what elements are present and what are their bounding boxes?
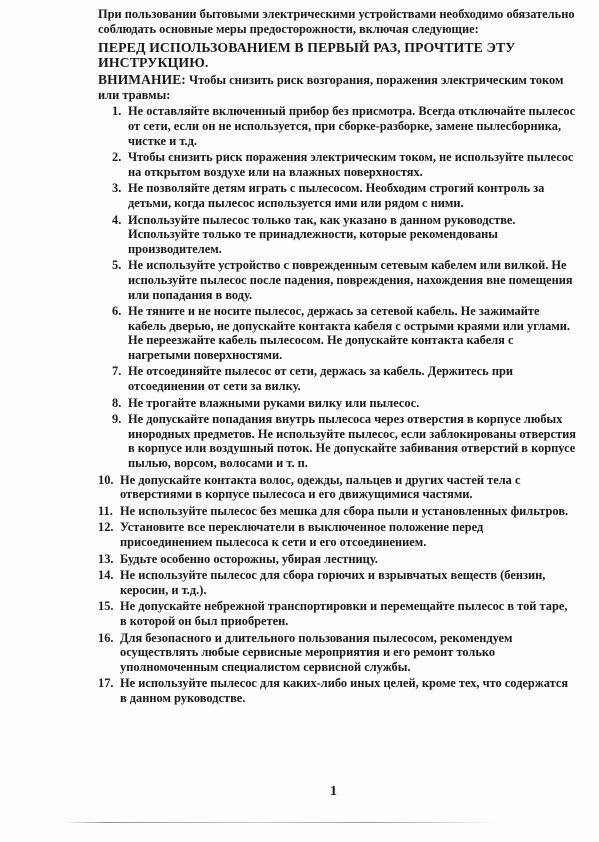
item-text: Не используйте пылесос для каких-либо иных целей, кроме тех, что содержатся в данном руководстве.: [120, 676, 569, 705]
list-item: [98, 631, 576, 675]
item-number: 3.: [112, 181, 122, 196]
intro-paragraph: При пользовании бытовыми электрическими устройствами необходимо обязательно соблюдать основные меры предосторожности, включая следующие:: [98, 7, 575, 36]
item-text: Будьте особенно осторожны, убирая лестницу.: [120, 551, 378, 566]
item-number: 1.: [112, 104, 122, 119]
item-text: Установите все переключатели в выключенное положение перед присоединением пылесоса к сети и его отсоединением.: [120, 520, 484, 549]
item-text: Не трогайте влажными руками вилку или пылесос.: [128, 395, 420, 410]
item-number: 12.: [98, 520, 114, 535]
item-number: 8.: [112, 395, 122, 410]
item-text: Не оставляйте включенный прибор без присмотра. Всегда отключайте пылесос от сети, если он не используется, при сборке-разборке, замене пылесборника, чистке и т.д.: [128, 104, 576, 148]
attention-text: Чтобы снизить риск возгорания, поражения электрическим током или травмы:: [98, 73, 564, 102]
list-item: [98, 258, 576, 302]
item-text: Не отсоединяйте пылесос от сети, держась за кабель. Держитесь при отсоединении от сети за вилку.: [128, 364, 513, 394]
item-number: 6.: [112, 304, 122, 319]
list-item: [98, 364, 576, 393]
item-text: Не допускайте попадания внутрь пылесоса через отверстия в корпусе любых инородных предметов. Не используйте пылесос, если заблокированы отверстия в корпусе или воздушный поток. Не допускайте забивания отверстий в корпусе пылью, ворсом, волосами и т. п.: [128, 412, 576, 471]
item-text: Не допускайте небрежной транспортировки и перемещайте пылесос в той таре, в которой он был приобретен.: [120, 599, 568, 628]
scan-edge-line: [62, 822, 502, 823]
list-item: [98, 473, 576, 502]
list-item: [98, 304, 576, 362]
item-number: 15.: [98, 599, 114, 614]
attention-paragraph: [98, 73, 576, 102]
item-number: 13.: [98, 551, 114, 566]
list-item: [98, 104, 576, 148]
item-number: 5.: [112, 258, 122, 273]
item-number: 16.: [98, 630, 114, 645]
item-number: 2.: [112, 150, 122, 165]
list-item: [98, 599, 576, 628]
item-number: 14.: [98, 568, 114, 583]
list-item: [98, 504, 576, 519]
first-use-heading: ПЕРЕД ИСПОЛЬЗОВАНИЕМ В ПЕРВЫЙ РАЗ, ПРОЧТИТЕ ЭТУ ИНСТРУКЦИЮ.: [98, 40, 516, 71]
safety-rules-list: [98, 104, 576, 705]
list-item: [98, 412, 576, 470]
attention-lead: ВНИМАНИЕ:: [98, 72, 186, 88]
item-number: 17.: [98, 676, 114, 691]
list-item: [98, 213, 576, 257]
list-item: [98, 676, 576, 705]
item-text: Не допускайте контакта волос, одежды, пальцев и других частей тела с отверстиями в корпусе пылесоса и его движущимися частями.: [120, 472, 521, 502]
item-number: 10.: [98, 472, 114, 487]
item-text: Не используйте пылесос для сбора горючих и взрывчатых веществ (бензин, керосин, и т.д.).: [120, 568, 546, 597]
list-item: [98, 520, 576, 549]
list-item: [98, 568, 576, 597]
item-number: 4.: [112, 212, 122, 227]
item-text: Используйте пылесос только так, как указано в данном руководстве. Используйте только те принадлежности, которые рекомендованы производителем.: [128, 212, 516, 256]
list-item: [98, 150, 576, 179]
item-number: 11.: [98, 503, 113, 518]
list-item: [98, 396, 576, 411]
item-text: Не позволяйте детям играть с пылесосом. Необходим строгий контроль за детьми, когда пылесос используется ими или рядом с ними.: [128, 181, 545, 210]
item-text: Чтобы снизить риск поражения электрическим током, не используйте пылесос на открытом воздухе или на влажных поверхностях.: [128, 150, 574, 179]
item-text: Не тяните и не носите пылесос, держась за сетевой кабель. Не зажимайте кабель дверью, не допускайте контакта кабеля с острыми краями или углами. Не переезжайте кабель пылесосом. Не допускайте контакта кабеля с нагретыми поверхностями.: [128, 304, 571, 362]
item-text: Не используйте устройство с поврежденным сетевым кабелем или вилкой. Не используйте пылесос после падения, повреждения, нахождения вне помещения или попадания в воду.: [128, 258, 573, 302]
list-item: [98, 552, 576, 567]
list-item: [98, 181, 576, 210]
item-text: Для безопасного и длительного пользования пылесосом, рекомендуем осуществлять любые сервисные мероприятия и его ремонт только уполномоченным специалистом сервисной службы.: [120, 630, 513, 674]
item-text: Не используйте пылесос без мешка для сбора пыли и установленных фильтров.: [120, 503, 569, 518]
item-number: 9.: [112, 412, 122, 427]
document-body: [98, 7, 576, 708]
item-number: 7.: [112, 364, 122, 379]
page-number: 1: [330, 784, 337, 799]
